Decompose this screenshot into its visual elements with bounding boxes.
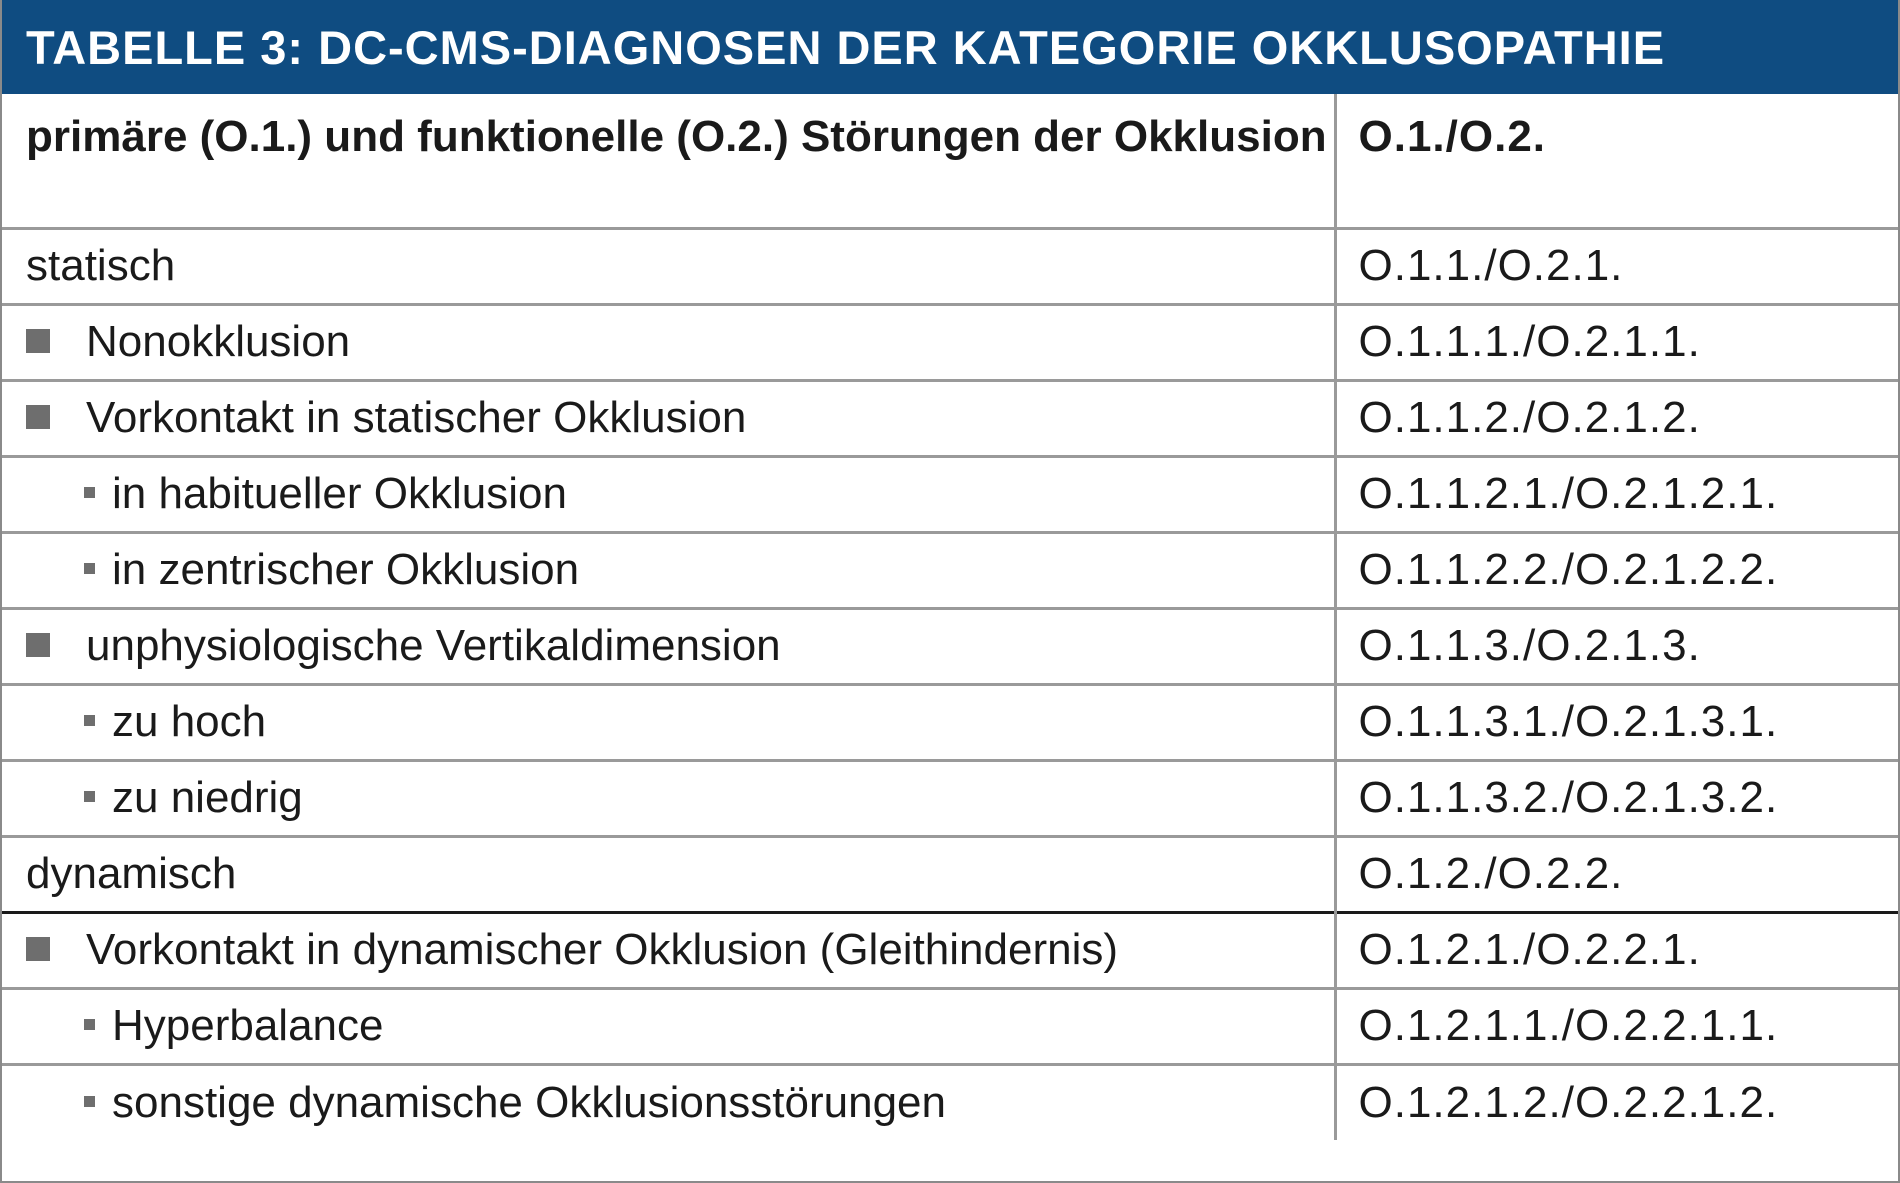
table-row <box>2 912 1898 988</box>
row-code: O.1.2./O.2.2. <box>1335 836 1898 912</box>
row-label <box>2 228 1335 304</box>
small-square-bullet-icon <box>84 791 95 802</box>
row-code: O.1.1./O.2.1. <box>1335 228 1898 304</box>
row-label-text: Hyperbalance <box>112 1001 384 1050</box>
row-label-text: zu niedrig <box>112 773 303 822</box>
row-label-text: in habitueller Okklusion <box>112 469 567 518</box>
title-bar <box>2 0 1898 94</box>
row-code: O.1.2.1.1./O.2.2.1.1. <box>1335 988 1898 1064</box>
small-square-bullet-icon <box>84 487 95 498</box>
row-label <box>2 912 1335 988</box>
row-label <box>2 608 1335 684</box>
row-code: O.1.2.1.2./O.2.2.1.2. <box>1335 1064 1898 1140</box>
table-row <box>2 684 1898 760</box>
table-row <box>2 608 1898 684</box>
row-label-text: Vorkontakt in dynamischer Okklusion (Gleithindernis) <box>86 925 1119 974</box>
header-code: O.1./O.2. <box>1335 94 1898 228</box>
row-label <box>2 1064 1335 1140</box>
row-code: O.1.1.3./O.2.1.3. <box>1335 608 1898 684</box>
row-label-text: Vorkontakt in statischer Okklusion <box>86 393 747 442</box>
row-code: O.1.1.2.1./O.2.1.2.1. <box>1335 456 1898 532</box>
row-code: O.1.1.2./O.2.1.2. <box>1335 380 1898 456</box>
row-label <box>2 684 1335 760</box>
row-code: O.1.1.1./O.2.1.1. <box>1335 304 1898 380</box>
row-label-text: statisch <box>26 241 176 290</box>
row-label-text: unphysiologische Vertikaldimension <box>86 621 781 670</box>
row-label <box>2 380 1335 456</box>
row-label <box>2 456 1335 532</box>
small-square-bullet-icon <box>84 1019 95 1030</box>
table-row <box>2 1064 1898 1140</box>
header-category: primäre (O.1.) und funktionelle (O.2.) Störungen der Okklusion <box>26 112 1327 161</box>
row-label <box>2 836 1335 912</box>
square-bullet-icon <box>26 405 50 429</box>
table-row <box>2 456 1898 532</box>
row-label-text: Nonokklusion <box>86 317 351 366</box>
table-row <box>2 836 1898 912</box>
row-label <box>2 304 1335 380</box>
row-label <box>2 988 1335 1064</box>
small-square-bullet-icon <box>84 1096 95 1107</box>
table-row <box>2 760 1898 836</box>
row-label-text: zu hoch <box>112 697 267 746</box>
table-row <box>2 228 1898 304</box>
row-label <box>2 532 1335 608</box>
row-code: O.1.1.2.2./O.2.1.2.2. <box>1335 532 1898 608</box>
row-label <box>2 760 1335 836</box>
square-bullet-icon <box>26 937 50 961</box>
small-square-bullet-icon <box>84 563 95 574</box>
square-bullet-icon <box>26 633 50 657</box>
row-label-text: sonstige dynamische Okklusionsstörungen <box>112 1077 947 1127</box>
diagnosis-table <box>2 94 1898 1140</box>
row-code: O.1.2.1./O.2.2.1. <box>1335 912 1898 988</box>
row-label-text: dynamisch <box>26 849 237 898</box>
small-square-bullet-icon <box>84 715 95 726</box>
row-label-text: in zentrischer Okklusion <box>112 545 580 594</box>
table-title: TABELLE 3: DC-CMS-DIAGNOSEN DER KATEGORIE OKKLUSOPATHIE <box>26 20 1666 74</box>
square-bullet-icon <box>26 329 50 353</box>
table-row <box>2 380 1898 456</box>
table-row <box>2 532 1898 608</box>
table-header-row <box>2 94 1898 228</box>
table-row <box>2 304 1898 380</box>
row-code: O.1.1.3.1./O.2.1.3.1. <box>1335 684 1898 760</box>
row-code: O.1.1.3.2./O.2.1.3.2. <box>1335 760 1898 836</box>
table-row <box>2 988 1898 1064</box>
